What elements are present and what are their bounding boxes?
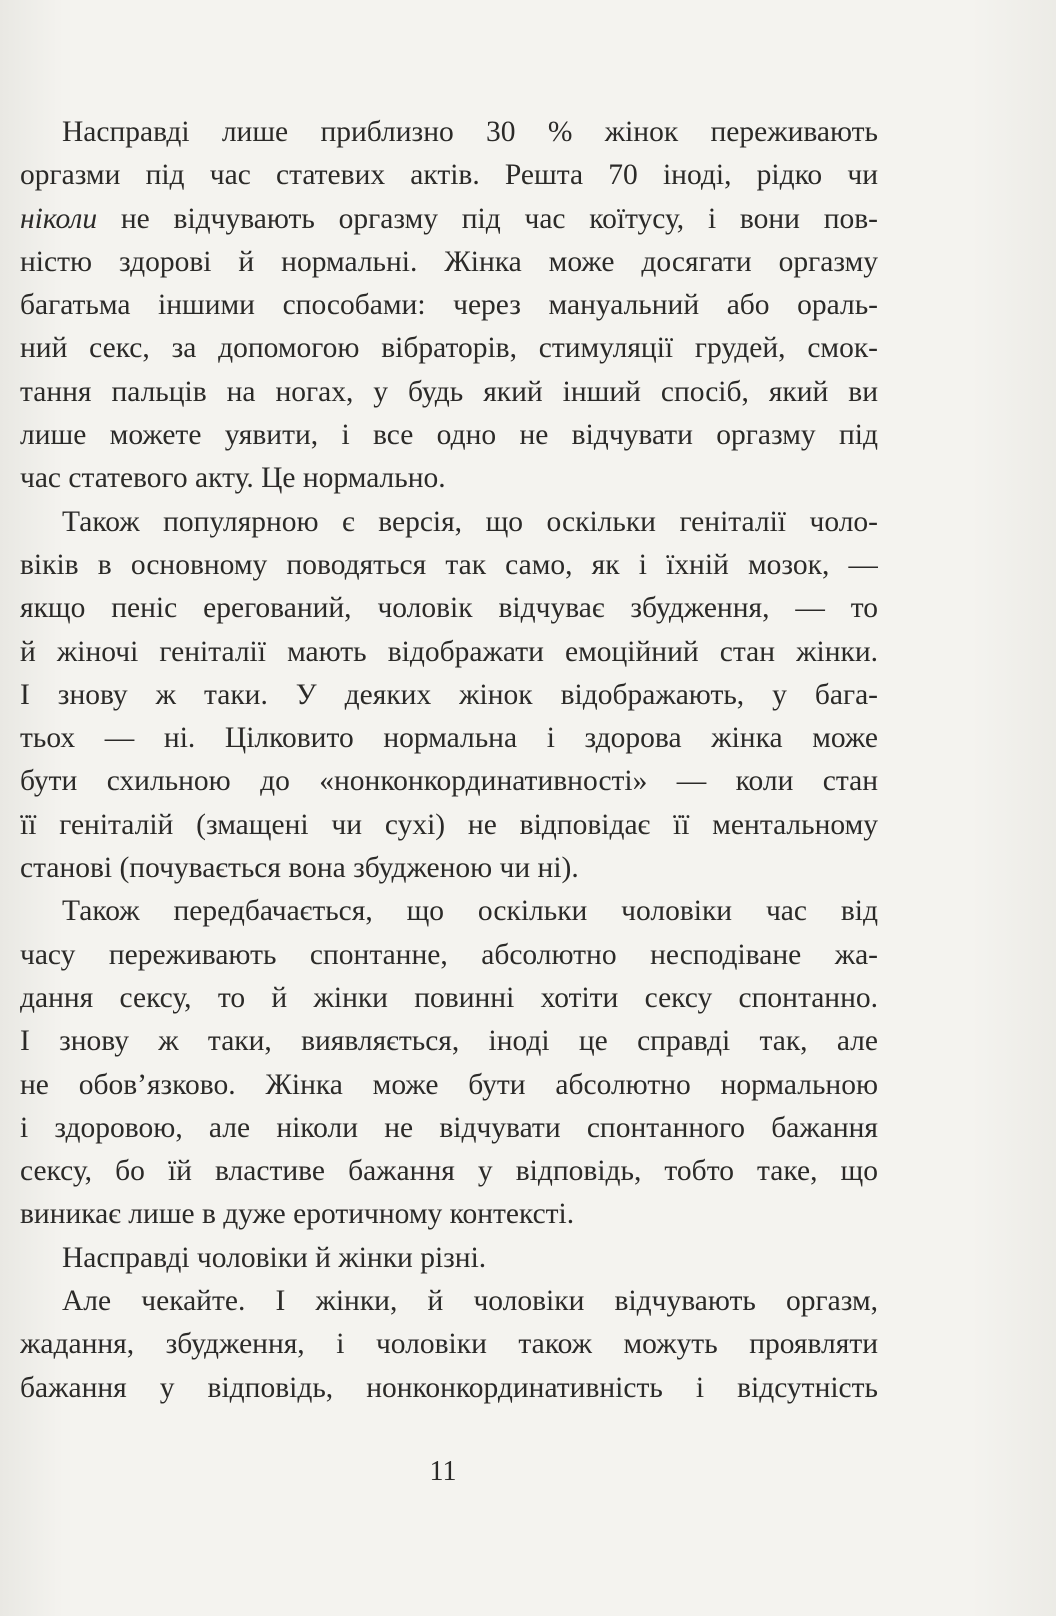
text-line [20,111,878,154]
text-line [20,587,878,630]
text-line [20,1280,878,1323]
line-text: Насправді лише приблизно 30 % жінок переживають [62,116,878,148]
line-text: тьох — ні. Цілковито нормальна і здорова жінка може [20,722,878,755]
text-line [20,1064,878,1107]
text-line [20,674,878,717]
text-line [20,717,878,760]
text-line [20,544,878,587]
line-text: час статевого акту. Це нормально. [20,462,446,495]
text-line [20,934,878,977]
line-text: Але чекайте. І жінки, й чоловіки відчувають оргазм, [62,1285,878,1318]
body-text [20,111,878,1410]
text-line [20,890,878,933]
text-line [20,760,878,803]
line-text: виникає лише в дуже еротичному контексті. [20,1198,575,1231]
line-text: оргазми під час статевих актів. Решта 70 іноді, рідко чи [20,159,878,192]
text-line [20,631,878,674]
line-text: І знову ж таки. У деяких жінок відображають, у бага- [20,678,878,711]
line-text: й жіночі геніталії мають відображати емоційний стан жінки. [20,635,878,668]
line-text: ний секс, за допомогою вібраторів, стимуляції грудей, смок- [20,332,878,365]
line-text: сексу, бо їй властиве бажання у відповідь, тобто таке, що [20,1155,878,1188]
italic-emphasis: ніколи [20,202,98,235]
line-text: її геніталій (змащені чи сухі) не відповідає її ментальному [20,808,878,841]
line-text: бути схильною до «нонконкординативності» — коли стан [20,765,878,798]
line-text: якщо пеніс ерегований, чоловік відчуває збудження, — то [20,592,878,625]
line-text: Насправді чоловіки й жінки різні. [62,1241,487,1274]
line-text: Також популярною є версія, що оскільки геніталії чоло- [62,505,878,538]
text-line [20,241,878,284]
line-text: і здоровою, але ніколи не відчувати спонтанного бажання [20,1111,878,1144]
text-line [20,977,878,1020]
text-line [20,501,878,544]
text-line [20,371,878,414]
text-line [20,1107,878,1150]
text-line [20,1020,878,1063]
line-text: часу переживають спонтанне, абсолютно несподіване жа- [20,938,878,971]
line-text: бажання у відповідь, нонконкординативність і відсутність [20,1371,878,1404]
text-line [20,1323,878,1366]
line-text: не обов’язково. Жінка може бути абсолютно нормальною [20,1068,878,1101]
text-line [20,804,878,847]
line-text: дання сексу, то й жінки повинні хотіти сексу спонтанно. [20,981,878,1014]
line-text: станові (почувається вона збудженою чи ні). [20,852,579,885]
text-line [20,1193,878,1236]
text-line [20,327,878,370]
text-line [20,1237,878,1280]
line-text: багатьма іншими способами: через мануальний або ораль- [20,289,878,322]
text-line [20,284,878,327]
line-text: І знову ж таки, виявляється, іноді це справді так, але [20,1025,878,1058]
text-line [20,457,878,500]
line-text: жадання, збудження, і чоловіки також можуть проявляти [20,1328,878,1361]
text-line [20,847,878,890]
text-line [20,1367,878,1410]
text-line [20,414,878,457]
line-text: не відчувають оргазму під час коїтусу, і вони пов- [97,202,878,235]
page-number: 11 [429,1456,457,1487]
text-line [20,154,878,197]
text-line [20,198,878,241]
line-text: віків в основному поводяться так само, як і їхній мозок, — [20,548,878,581]
line-text: ністю здорові й нормальні. Жінка може досягати оргазму [20,245,878,278]
line-text: Також передбачається, що оскільки чоловіки час від [62,895,878,928]
line-text: лише можете уявити, і все одно не відчувати оргазму під [20,419,878,452]
line-text: тання пальців на ногах, у будь який інший спосіб, який ви [20,375,878,408]
text-line [20,1150,878,1193]
